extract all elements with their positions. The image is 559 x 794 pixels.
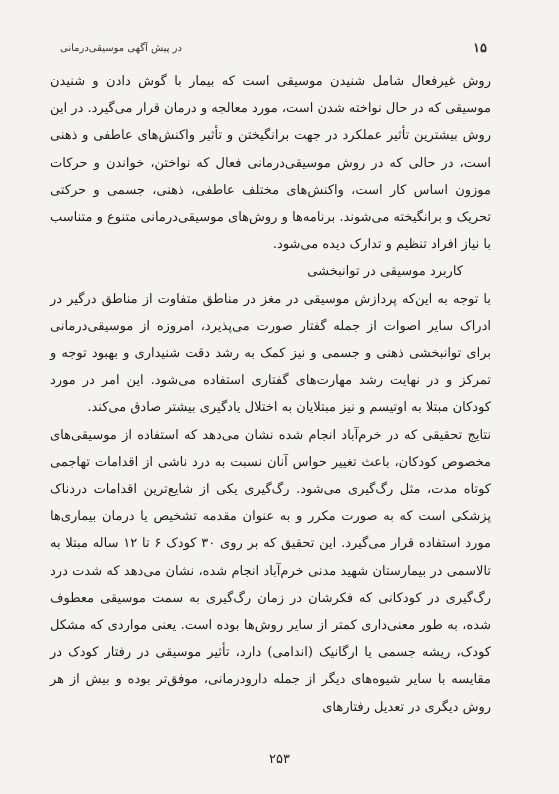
- paragraph-passive-method: روش غیرفعال شامل شنیدن موسیقی است که بیمار با گوش دادن و شنیدن موسیقی که در حال نواخته شدن است، مورد معالجه و درمان قرار می‌گیرد. در این روش بیشترین تأثیر عملکرد در جهت برانگیختن و تأثیر واکنش‌های عاطفی و ذهنی است، در حالی که در روش موسیقی‌درمانی فعال که نواختن، خواندن و حرکات موزون اساس کار است، واکنش‌های مختلف عاطفی، ذهنی، جسمی و حرکتی تحریک و برانگیخته می‌شوند. برنامه‌ها و روش‌های موسیقی‌درمانی متنوع و متناسب با نیاز افراد تنظیم و تدارک دیده می‌شود.: [50, 74, 491, 253]
- header-title: در پیش آگهی موسیقی‌درمانی: [60, 42, 182, 54]
- page-body: [50, 68, 491, 721]
- paragraph-rehabilitation: با توجه به این‌که پردازش موسیقی در مغز در مناطق متفاوت از مناطق درگیر در ادراک سایر اصوات از جمله گفتار صورت می‌پذیرد، امروزه از موسیقی‌درمانی برای توانبخشی ذهنی و جسمی و نیز کمک به رشد دقت شنیداری و بهبود توجه و تمرکز و در نهایت رشد مهارت‌های گفتاری استفاده می‌شود. این امر در مورد کودکان مبتلا به اوتیسم و نیز مبتلایان به اختلال یادگیری بیشتر صادق می‌کند.: [50, 291, 491, 416]
- running-header: [60, 36, 487, 60]
- header-page-ref: ۱۵: [473, 40, 487, 56]
- section-heading: کاربرد موسیقی در توانبخشی: [307, 264, 463, 280]
- page-number: ۲۵۳: [269, 752, 290, 767]
- paragraph-khorramabad-study: نتایج تحقیقی که در خرم‌آباد انجام شده نشان می‌دهد که استفاده از موسیقی‌های مخصوص کودکان، باعث تغییر حواس آنان نسبت به درد ناشی از اقدامات تهاجمی کوتاه مدت، مثل رگ‌گیری می‌شود. رگ‌گیری یکی از شایع‌ترین اقدامات دردناک پزشکی است که به صورت مکرر و به عنوان مقدمه تشخیص یا درمان بیماری‌ها مورد استفاده قرار می‌گیرد. این تحقیق که بر روی ۳۰ کودک ۶ تا ۱۲ ساله مبتلا به تالاسمی در بیمارستان شهید مدنی خرم‌آباد انجام شده، نشان می‌دهد که شدت درد رگ‌گیری در کودکانی که فکرشان در زمان رگ‌گیری به سمت موسیقی معطوف شده، به طور معنی‌داری کمتر از سایر روش‌ها بوده است. یعنی مواردی که مشکل کودک، ریشه جسمی یا ارگانیک (اندامی) دارد، تأثیر موسیقی در رفتار کودک در مقایسه با سایر شیوه‌های دیگر از جمله دارودرمانی، موفق‌تر بوده و بیش از هر روش دیگری در تعدیل رفتارهای: [50, 427, 492, 715]
